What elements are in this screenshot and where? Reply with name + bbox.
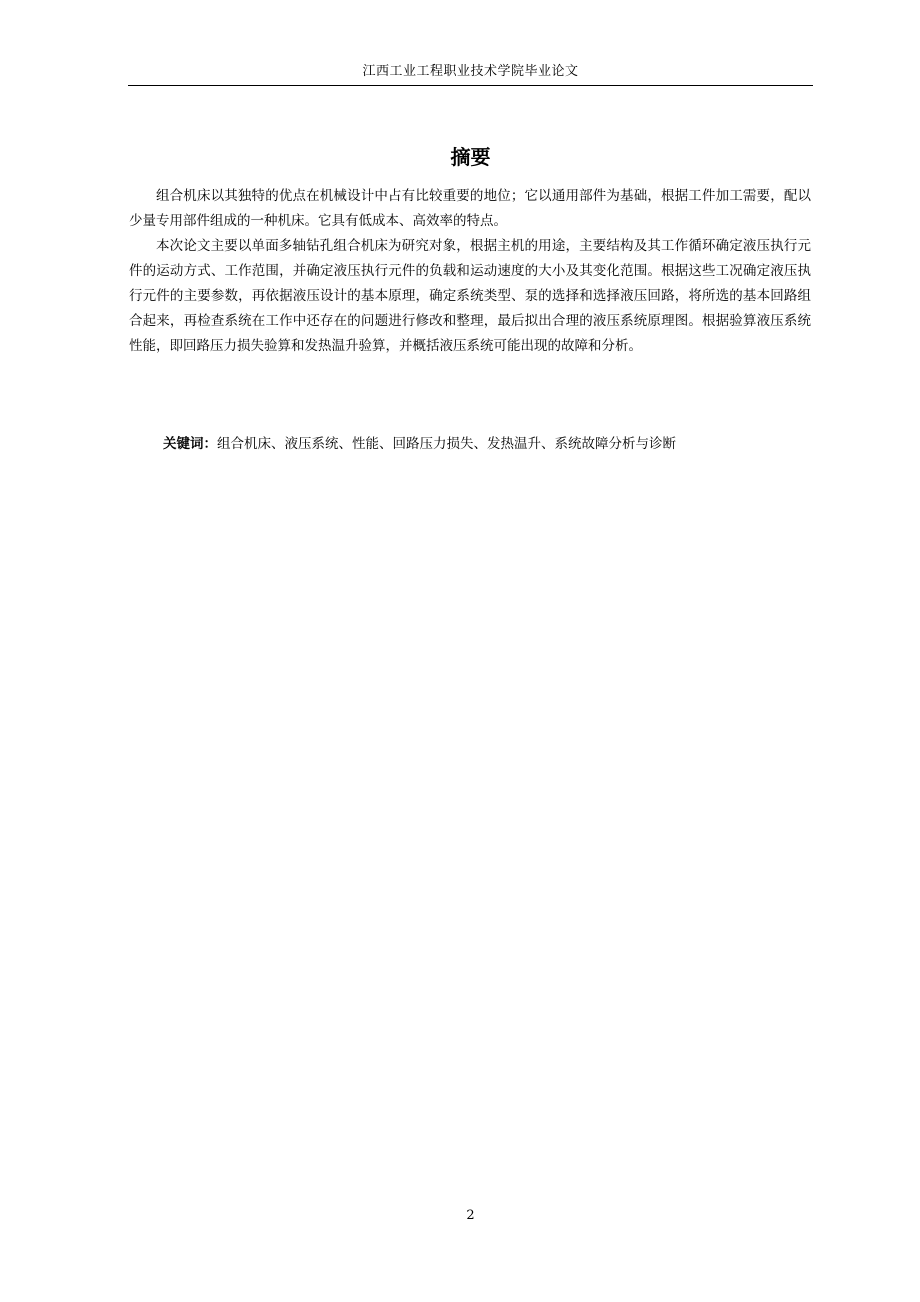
abstract-paragraph-2: 本次论文主要以单面多轴钻孔组合机床为研究对象，根据主机的用途，主要结构及其工作循环确定液压执行元件的运动方式、工作范围，并确定液压执行元件的负载和运动速度的大小及其变化范围。根据这些工况确定液压执行元件的主要参数，再依据液压设计的基本原理，确定系统类型、泵的选择和选择液压回路，将所选的基本回路组合起来，再检查系统在工作中还存在的问题进行修改和整理，最后拟出合理的液压系统原理图。根据验算液压系统性能，即回路压力损失验算和发热温升验算，并概括液压系统可能出现的故障和分析。 [129,238,811,354]
page-number: 2 [466,1208,475,1223]
keywords-line [163,432,811,457]
abstract-paragraph-1: 组合机床以其独特的优点在机械设计中占有比较重要的地位；它以通用部件为基础，根据工件加工需要，配以少量专用部件组成的一种机床。它具有低成本、高效率的特点。 [129,188,811,229]
abstract-body [129,184,811,359]
running-header-title: 江西工业工程职业技术学院毕业论文 [362,64,579,79]
abstract-title: 摘要 [450,145,491,169]
header-divider [128,85,813,86]
keywords-text: 组合机床、液压系统、性能、回路压力损失、发热温升、系统故障分析与诊断 [217,436,676,452]
keywords-label: 关键词： [163,436,217,452]
